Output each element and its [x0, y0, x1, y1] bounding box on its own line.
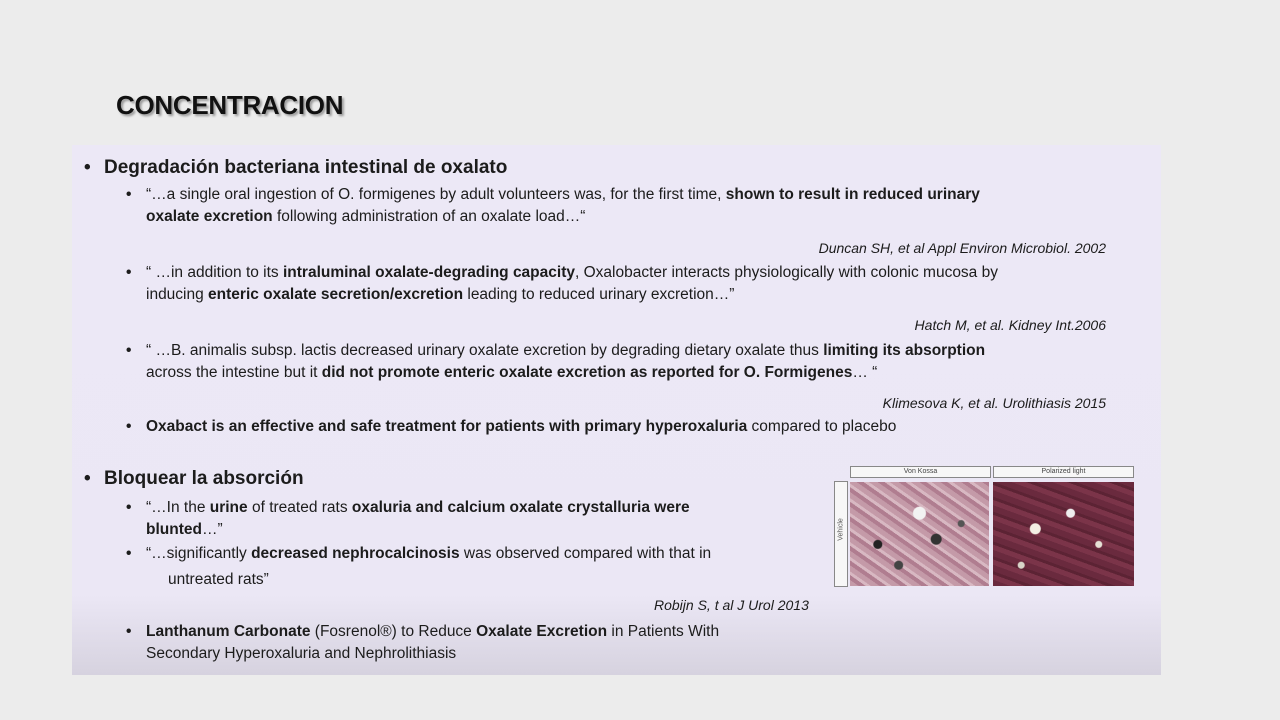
- section-heading-degradacion: • Degradación bacteriana intestinal de oxalato: [84, 157, 508, 178]
- reference-hatch: Hatch M, et al. Kidney Int.2006: [914, 317, 1106, 333]
- bullet-icon: •: [126, 623, 132, 640]
- quote-line: across the intestine but it did not promote enteric oxalate excretion as reported for O. Formigenes… “: [146, 364, 878, 381]
- quote-line: “ …B. animalis subsp. lactis decreased urinary oxalate excretion by degrading dietary oxalate thus limiting its absorption: [146, 342, 986, 359]
- bullet-icon: •: [126, 342, 132, 359]
- bullet-icon: •: [126, 186, 132, 203]
- statement-lanthanum: [126, 621, 826, 665]
- quote-duncan: [126, 184, 1106, 228]
- quote-nephrocalcinosis: [126, 543, 806, 591]
- histology-figure: [834, 465, 1134, 587]
- statement-oxabact: [126, 416, 1106, 438]
- quote-klimesova: [126, 340, 1106, 384]
- figure-header-polarized-light: Polarized light: [993, 466, 1134, 478]
- quote-line: “ …in addition to its intraluminal oxalate-degrading capacity, Oxalobacter interacts physiologically with colonic mucosa by: [146, 264, 998, 281]
- quote-urine-rats: [126, 497, 806, 541]
- quote-line: “…a single oral ingestion of O. formigenes by adult volunteers was, for the first time, shown to result in reduced urinary: [146, 186, 980, 203]
- figure-header-von-kossa: Von Kossa: [850, 466, 991, 478]
- bullet-icon: •: [84, 468, 91, 489]
- quote-line: untreated rats”: [168, 571, 269, 588]
- figure-row-label: Vehicle: [834, 481, 848, 587]
- quote-line: Lanthanum Carbonate (Fosrenol®) to Reduce Oxalate Excretion in Patients With: [146, 623, 720, 640]
- quote-line: blunted…”: [146, 521, 223, 538]
- reference-klimesova: Klimesova K, et al. Urolithiasis 2015: [882, 395, 1106, 411]
- bullet-icon: •: [126, 545, 132, 562]
- bullet-icon: •: [126, 499, 132, 516]
- quote-line: inducing enteric oxalate secretion/excretion leading to reduced urinary excretion…”: [146, 286, 735, 303]
- slide-title: CONCENTRACION: [116, 90, 344, 120]
- bullet-icon: •: [126, 418, 132, 435]
- section-heading-bloquear: • Bloquear la absorción: [84, 468, 304, 489]
- reference-robijn: Robijn S, t al J Urol 2013: [654, 597, 809, 613]
- quote-line: “…In the urine of treated rats oxaluria and calcium oxalate crystalluria were: [146, 499, 690, 516]
- polarized-light-micrograph: [993, 482, 1134, 586]
- quote-line: Secondary Hyperoxaluria and Nephrolithiasis: [146, 645, 457, 662]
- quote-line: Oxabact is an effective and safe treatment for patients with primary hyperoxaluria compared to placebo: [146, 418, 897, 435]
- von-kossa-micrograph: [850, 482, 989, 586]
- quote-line: “…significantly decreased nephrocalcinosis was observed compared with that in: [146, 545, 712, 562]
- quote-line: oxalate excretion following administration of an oxalate load…“: [146, 208, 586, 225]
- reference-duncan: Duncan SH, et al Appl Environ Microbiol. 2002: [818, 240, 1106, 256]
- content-panel: [72, 145, 1161, 675]
- bullet-icon: •: [84, 157, 91, 178]
- bullet-icon: •: [126, 264, 132, 281]
- quote-hatch: [126, 262, 1106, 306]
